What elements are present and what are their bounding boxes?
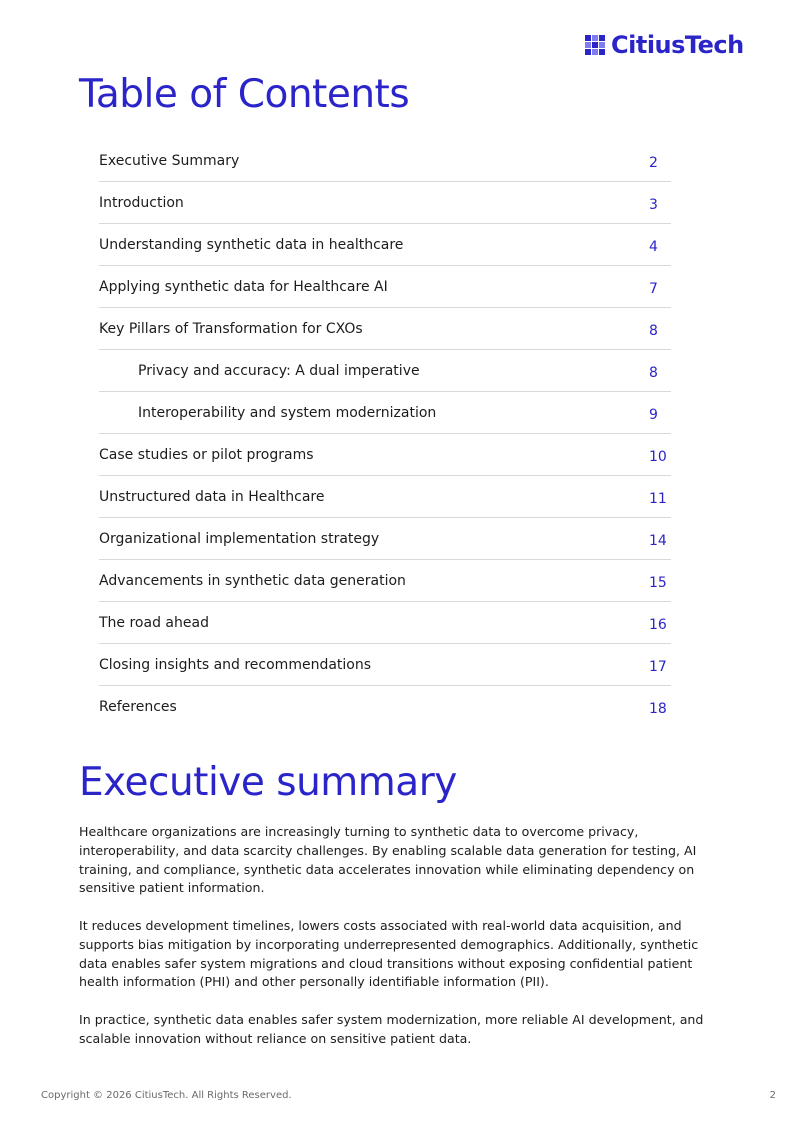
toc-item-page: 7 xyxy=(649,280,658,297)
toc-item[interactable] xyxy=(99,560,671,602)
toc-item[interactable] xyxy=(99,434,671,476)
toc-item-label: Privacy and accuracy: A dual imperative xyxy=(138,362,420,379)
toc-item-label: Case studies or pilot programs xyxy=(99,446,314,463)
toc-item-label: Unstructured data in Healthcare xyxy=(99,488,325,505)
toc-item[interactable] xyxy=(99,476,671,518)
summary-paragraph: In practice, synthetic data enables safer system modernization, more reliable AI development, and scalable innovation without reliance on sensitive patient data. xyxy=(79,1011,704,1046)
toc-item-page: 18 xyxy=(649,701,667,717)
toc-item-label: Key Pillars of Transformation for CXOs xyxy=(99,320,363,337)
toc-item-label: References xyxy=(99,699,177,715)
copyright-text: Copyright © 2026 CitiusTech. All Rights Reserved. xyxy=(41,1090,292,1101)
toc-item-page: 14 xyxy=(649,532,667,549)
toc-item-page: 16 xyxy=(649,616,667,633)
toc-item-page: 11 xyxy=(649,490,667,507)
toc-item[interactable] xyxy=(99,602,671,644)
toc-item[interactable] xyxy=(99,518,671,560)
toc-item[interactable] xyxy=(99,140,671,182)
toc-item-page: 17 xyxy=(649,658,667,675)
page-number: 2 xyxy=(769,1090,776,1101)
summary-paragraph: Healthcare organizations are increasingly turning to synthetic data to overcome privacy, interoperability, and data scarcity challenges. By enabling scalable data generation for testing, AI training, and compliance, synthetic data accelerates innovation while eliminating dependency on sensitive patient information. xyxy=(79,824,697,896)
toc-list xyxy=(99,140,671,728)
toc-item[interactable] xyxy=(99,182,671,224)
toc-item[interactable] xyxy=(99,224,671,266)
toc-item-label: Advancements in synthetic data generation xyxy=(99,572,406,589)
toc-item-label: Executive Summary xyxy=(99,152,240,169)
toc-item-label: Interoperability and system modernization xyxy=(138,404,437,421)
toc-item[interactable] xyxy=(99,350,671,392)
executive-summary-title: Executive summary xyxy=(79,760,457,805)
company-logo xyxy=(585,32,744,58)
toc-item[interactable] xyxy=(99,266,671,308)
executive-summary-body xyxy=(79,823,729,1067)
toc-item[interactable] xyxy=(99,392,671,434)
toc-item-label: Understanding synthetic data in healthcare xyxy=(99,236,404,253)
page-footer xyxy=(41,1090,776,1101)
toc-item-label: Introduction xyxy=(99,194,184,211)
toc-item-page: 8 xyxy=(649,322,658,339)
toc-item-page: 10 xyxy=(649,448,667,465)
toc-item-label: Applying synthetic data for Healthcare AI xyxy=(99,278,388,295)
toc-item-label: The road ahead xyxy=(99,614,209,631)
toc-item-page: 3 xyxy=(649,196,658,213)
toc-item-label: Organizational implementation strategy xyxy=(99,530,380,547)
toc-item-label: Closing insights and recommendations xyxy=(99,656,372,673)
toc-item-page: 15 xyxy=(649,574,667,591)
toc-title: Table of Contents xyxy=(79,72,410,117)
toc-item[interactable] xyxy=(99,686,671,728)
toc-item[interactable] xyxy=(99,644,671,686)
toc-item-page: 2 xyxy=(649,154,658,171)
logo-text: CitiusTech xyxy=(611,31,744,59)
toc-item-page: 9 xyxy=(649,406,658,423)
toc-item-page: 4 xyxy=(649,238,658,255)
logo-grid-icon xyxy=(585,35,605,55)
toc-item-page: 8 xyxy=(649,364,658,381)
summary-paragraph: It reduces development timelines, lowers costs associated with real-world data acquisition, and supports bias mitigation by incorporating underrepresented demographics. Additionally, synthetic data enables safer system migrations and cloud transitions without exposing confidential patient health information (PHI) and other personally identifiable information (PII). xyxy=(79,917,699,990)
toc-item[interactable] xyxy=(99,308,671,350)
